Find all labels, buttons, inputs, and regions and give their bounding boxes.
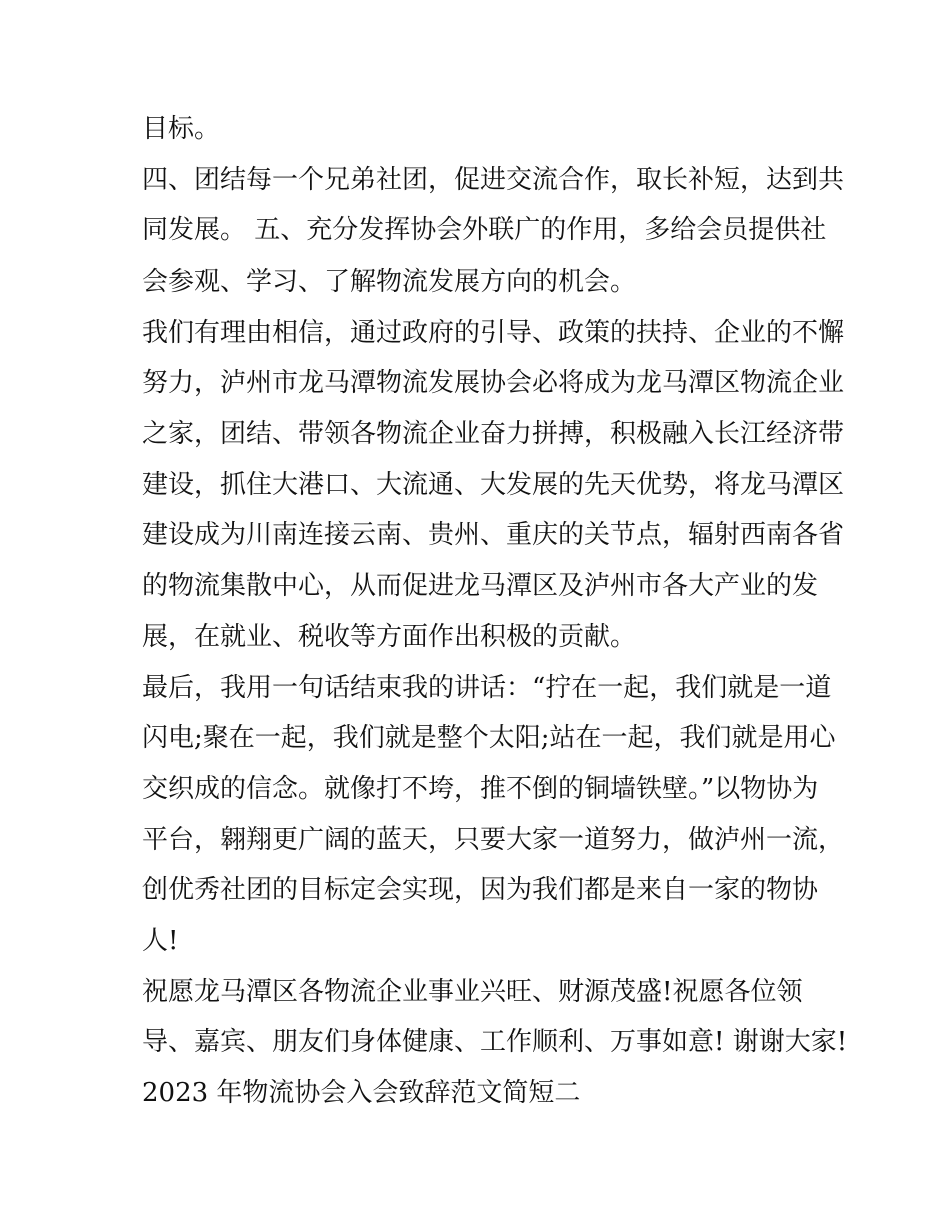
text-line: 建设，抓住大港口、大流通、大发展的先天优势，将龙马潭区	[142, 470, 845, 500]
text-line: 同发展。 五、充分发挥协会外联广的作用，多给会员提供社	[142, 215, 827, 245]
text-line: 努力，泸州市龙马潭物流发展协会必将成为龙马潭区物流企业	[142, 368, 845, 398]
text-line: 之家，团结、带领各物流企业奋力拼搏，积极融入长江经济带	[142, 419, 845, 449]
text-line: 人!	[142, 926, 179, 956]
text-line: 我们有理由相信，通过政府的引导、政策的扶持、企业的不懈	[142, 318, 845, 348]
text-line: 会参观、学习、了解物流发展方向的机会。	[142, 267, 637, 297]
text-line: 创优秀社团的目标定会实现，因为我们都是来自一家的物协	[142, 875, 819, 905]
text-line: 导、嘉宾、朋友们身体健康、工作顺利、万事如意! 谢谢大家!	[142, 1027, 848, 1057]
text-line: 闪电;聚在一起，我们就是整个太阳;站在一起，我们就是用心	[142, 723, 836, 753]
text-line: 平台，翱翔更广阔的蓝天，只要大家一道努力，做泸州一流，	[142, 825, 845, 855]
text-line: 最后，我用一句话结束我的讲话：“拧在一起，我们就是一道	[142, 673, 832, 703]
text-line: 四、团结每一个兄弟社团，促进交流合作，取长补短，达到共	[142, 165, 845, 195]
section-heading: 2023 年物流协会入会致辞范文简短二	[142, 1078, 581, 1108]
text-line: 建设成为川南连接云南、贵州、重庆的关节点，辐射西南各省	[142, 520, 845, 550]
text-line: 的物流集散中心，从而促进龙马潭区及泸州市各大产业的发	[142, 571, 819, 601]
text-line: 目标。	[142, 114, 221, 144]
text-line: 展，在就业、税收等方面作出积极的贡献。	[142, 622, 637, 652]
text-line: 祝愿龙马潭区各物流企业事业兴旺、财源茂盛!祝愿各位领	[142, 977, 803, 1007]
text-line: 交织成的信念。就像打不垮，推不倒的铜墙铁壁。”以物协为	[142, 774, 819, 804]
